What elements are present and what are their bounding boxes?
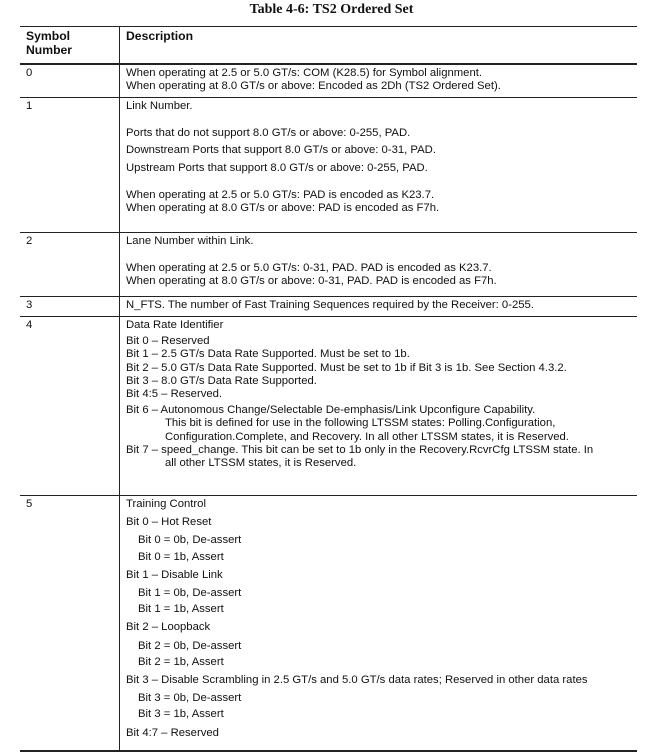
description-line: When operating at 8.0 GT/s or above: PAD is encoded as F7h. (126, 202, 440, 215)
description-line: Downstream Ports that support 8.0 GT/s or above: 0-31, PAD. (126, 144, 436, 157)
description-line: When operating at 8.0 GT/s or above: 0-31, PAD. PAD is encoded as F7h. (126, 275, 497, 288)
description-line: Bit 1 = 1b, Assert (138, 603, 224, 616)
description-line: Bit 1 – Disable Link (126, 568, 223, 581)
symbol-cell (20, 496, 120, 750)
description-cell (120, 317, 637, 495)
description-cell (120, 65, 637, 97)
description-header (120, 27, 637, 63)
description-line: N_FTS. The number of Fast Training Sequences required by the Receiver: 0-255. (126, 299, 534, 311)
description-line: Link Number. (126, 100, 193, 112)
description-line: Bit 2 – 5.0 GT/s Data Rate Supported. Must be set to 1b if Bit 3 is 1b. See Section 4.3.2. (126, 361, 567, 374)
description-line: Bit 4:7 – Reserved (126, 726, 219, 739)
description-line: Bit 0 – Reserved (126, 335, 210, 348)
description-line: When operating at 2.5 or 5.0 GT/s: COM (K28.5) for Symbol alignment. (126, 67, 483, 79)
table-row (20, 233, 637, 297)
symbol-number: 3 (26, 299, 33, 311)
description-line: Bit 3 – 8.0 GT/s Data Rate Supported. (126, 374, 317, 387)
description-line: Bit 3 – Disable Scrambling in 2.5 GT/s and 5.0 GT/s data rates; Reserved in other data rates (126, 674, 588, 687)
symbol-number: 1 (26, 100, 33, 112)
symbol-cell (20, 98, 120, 232)
description-cell (120, 496, 637, 750)
symbol-number: 2 (26, 235, 33, 247)
description-line: Bit 0 = 0b, De-assert (138, 534, 242, 547)
description-line: Training Control (126, 498, 206, 510)
table-row (20, 98, 637, 233)
table-row (20, 496, 637, 752)
description-line: When operating at 8.0 GT/s or above: Encoded as 2Dh (TS2 Ordered Set). (126, 80, 501, 93)
description-line: Lane Number within Link. (126, 235, 254, 247)
symbol-number: 0 (26, 67, 33, 79)
symbol-cell (20, 65, 120, 97)
symbol-cell (20, 233, 120, 296)
table-caption: Table 4-6: TS2 Ordered Set (249, 2, 414, 17)
description-cell (120, 297, 637, 316)
description-line: Bit 7 – speed_change. This bit can be set to 1b only in the Recovery.RcvrCfg LTSSM state. In (126, 443, 594, 456)
description-line: When operating at 2.5 or 5.0 GT/s: 0-31, PAD. PAD is encoded as K23.7. (126, 262, 492, 275)
description-line: Bit 6 – Autonomous Change/Selectable De-emphasis/Link Upconfigure Capability. (126, 404, 536, 417)
symbol-cell (20, 317, 120, 495)
symbol-number: 4 (26, 319, 33, 331)
description-line: Ports that do not support 8.0 GT/s or above: 0-255, PAD. (126, 127, 411, 140)
symbol-number-header (20, 27, 120, 63)
description-line: Bit 2 = 0b, De-assert (138, 639, 242, 652)
description-line: Bit 0 = 1b, Assert (138, 550, 224, 563)
description-line: Bit 1 – 2.5 GT/s Data Rate Supported. Must be set to 1b. (126, 348, 410, 361)
description-line: Bit 2 – Loopback (126, 621, 211, 634)
description-line: Bit 4:5 – Reserved. (126, 388, 223, 401)
description-line: Bit 3 = 1b, Assert (138, 708, 224, 721)
symbol-number: 5 (26, 498, 33, 510)
table-row (20, 317, 637, 496)
description-line: Bit 3 = 0b, De-assert (138, 692, 242, 705)
description-line: Bit 2 = 1b, Assert (138, 655, 224, 668)
ts2-ordered-set-table (20, 26, 637, 752)
description-line: Configuration.Complete, and Recovery. In all other LTSSM states, it is Reserved. (165, 430, 569, 443)
table-row (20, 297, 637, 317)
description-cell (120, 98, 637, 232)
symbol-header-line1: Symbol (26, 29, 71, 43)
description-header-label: Description (126, 29, 194, 43)
symbol-cell (20, 297, 120, 316)
description-line: When operating at 2.5 or 5.0 GT/s: PAD is encoded as K23.7. (126, 188, 435, 201)
description-line: Data Rate Identifier (126, 319, 224, 331)
symbol-header-line2: Number (26, 43, 73, 57)
description-line: Bit 1 = 0b, De-assert (138, 587, 242, 600)
description-line: Upstream Ports that support 8.0 GT/s or above: 0-255, PAD. (126, 161, 428, 174)
description-line: Bit 0 – Hot Reset (126, 516, 212, 529)
description-line: all other LTSSM states, it is Reserved. (165, 457, 357, 470)
description-line: This bit is defined for use in the following LTSSM states: Polling.Configuration, (165, 417, 556, 430)
description-cell (120, 233, 637, 296)
table-header-row (20, 26, 637, 65)
table-row (20, 65, 637, 98)
